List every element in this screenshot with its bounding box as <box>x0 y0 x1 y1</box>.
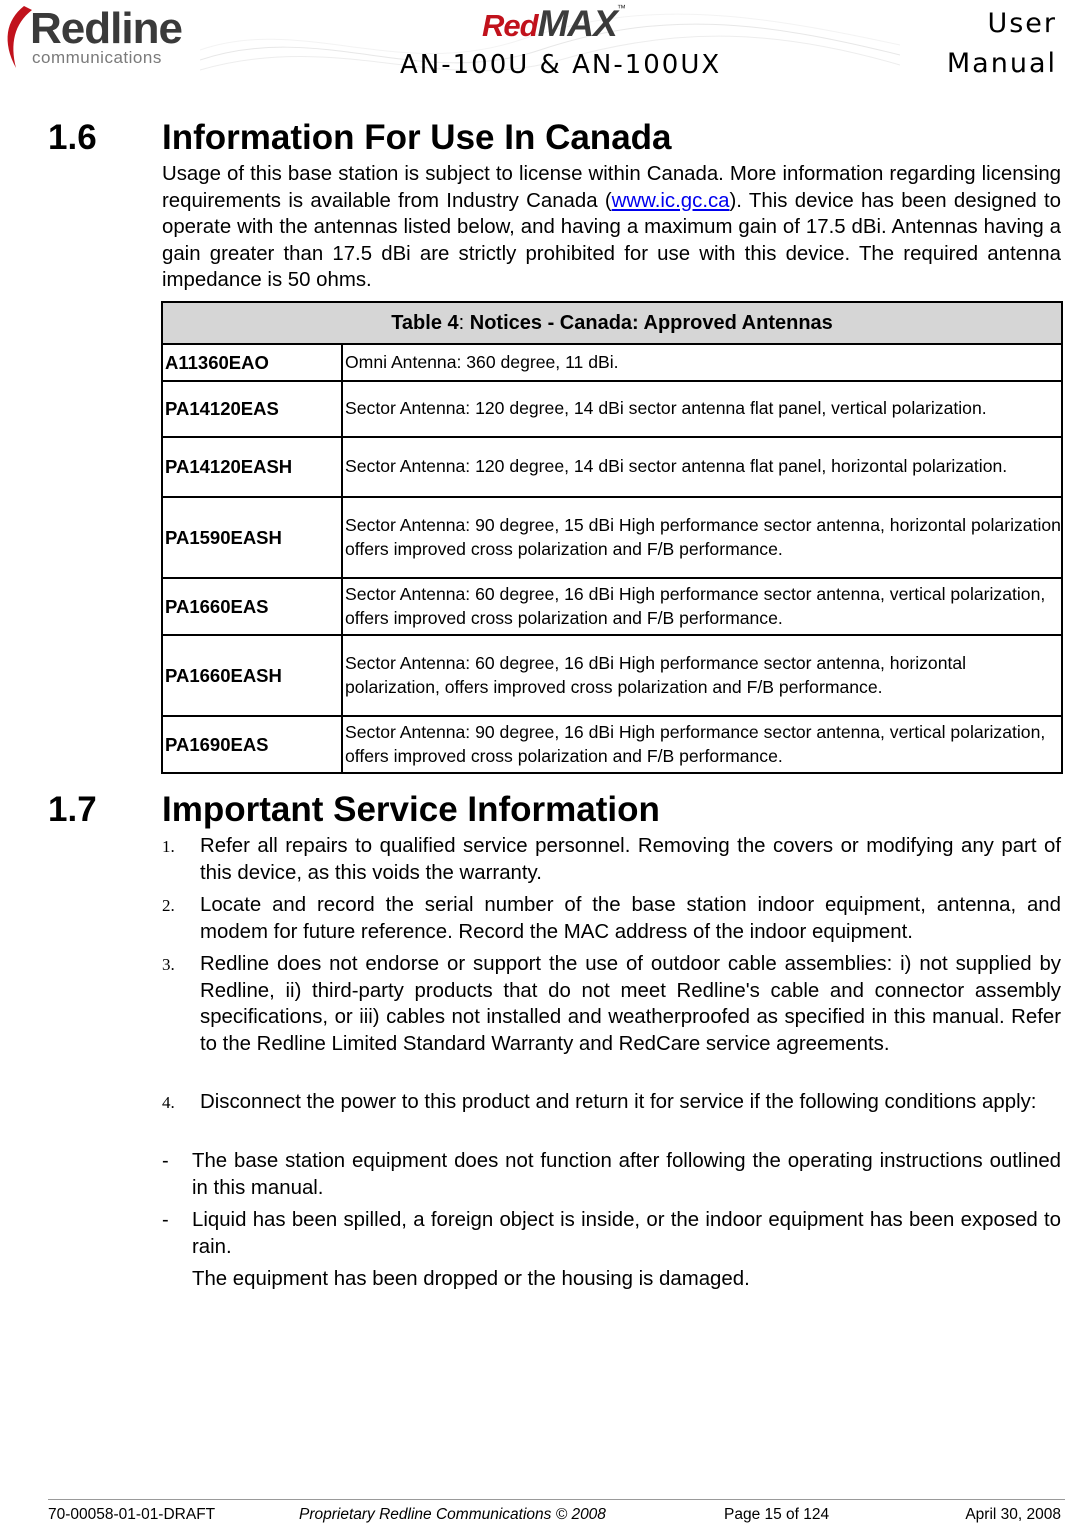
table-row <box>162 437 1062 497</box>
list-item <box>162 833 1061 886</box>
redmax-logo-red: Red <box>482 8 538 43</box>
list-marker: 3. <box>162 955 175 974</box>
condition-last-line: The equipment has been dropped or the housing is damaged. <box>192 1268 750 1290</box>
table-caption-number: Table 4 <box>391 311 459 334</box>
redmax-logo-max: MAX <box>537 3 617 44</box>
antenna-description: Sector Antenna: 60 degree, 16 dBi High performance sector antenna, vertical polarization, offers improved cross polarization and F/B performance. <box>342 578 1062 635</box>
section-title: Important Service Information <box>162 790 660 829</box>
list-marker: 4. <box>162 1093 175 1112</box>
list-item <box>162 892 1061 945</box>
antenna-code: PA1660EASH <box>162 635 342 716</box>
list-item-text: Disconnect the power to this product and return it for service if the following conditions apply: <box>200 1091 1037 1113</box>
section-number: 1.7 <box>48 790 97 829</box>
list-marker: 2. <box>162 896 175 915</box>
antenna-description: Sector Antenna: 120 degree, 14 dBi sector antenna flat panel, horizontal polarization. <box>342 437 1062 497</box>
manual-label-line1: User <box>987 8 1057 39</box>
antenna-description: Sector Antenna: 120 degree, 14 dBi sector antenna flat panel, vertical polarization. <box>342 381 1062 437</box>
paragraph-text: ). This device has been designed to operate with the antennas listed below, and having a maximum gain of 17.5 dBi. Antennas having a gain greater than 17.5 dBi are strictly prohibited for use with this device. The required antenna impedance is 50 ohms. <box>162 189 1061 291</box>
canada-paragraph <box>162 161 1061 294</box>
table-row <box>162 497 1062 578</box>
list-item-text: Redline does not endorse or support the use of outdoor cable assemblies: i) not supplied by Redline, ii) third-party products that do not meet Redline's cable and connector assembly specifications, or iii) cables not installed and weatherproofed as specified in this manual. Refer to the Redline Limited Standard Warranty and RedCare service agreements. <box>200 953 1061 1055</box>
antenna-code: PA1690EAS <box>162 716 342 773</box>
page-header <box>0 0 1065 100</box>
section-number: 1.6 <box>48 118 97 157</box>
antenna-code: PA14120EAS <box>162 381 342 437</box>
list-item-text: Locate and record the serial number of the base station indoor equipment, antenna, and modem for future reference. Record the MAC address of the indoor equipment. <box>200 894 1061 943</box>
condition-marker: - <box>162 1150 169 1172</box>
antenna-description: Sector Antenna: 60 degree, 16 dBi High performance sector antenna, horizontal polarization, offers improved cross polarization and F/B performance. <box>342 635 1062 716</box>
redmax-logo-tm: ™ <box>616 3 626 13</box>
antenna-description: Sector Antenna: 90 degree, 16 dBi High performance sector antenna, vertical polarization, offers improved cross polarization and F/B performance. <box>342 716 1062 773</box>
condition-item <box>162 1207 1061 1260</box>
footer-doc-id: 70-00058-01-01-DRAFT <box>48 1506 216 1523</box>
product-title: AN-100U & AN-100UX <box>400 50 722 80</box>
paragraph-text: Usage of this base station is subject to license within Canada. More information regarding licensing requirements is available from Industry Canada ( <box>162 163 1061 212</box>
footer-divider <box>48 1499 1065 1500</box>
section-title: Information For Use In Canada <box>162 118 672 157</box>
list-item-text: Refer all repairs to qualified service personnel. Removing the covers or modifying any part of this device, as this voids the warranty. <box>200 835 1061 884</box>
antenna-code: PA1660EAS <box>162 578 342 635</box>
table-row <box>162 344 1062 381</box>
section-1-7-heading <box>48 790 660 830</box>
list-item <box>162 1089 1061 1116</box>
table-row <box>162 578 1062 635</box>
table-caption <box>162 302 1062 344</box>
antenna-description: Omni Antenna: 360 degree, 11 dBi. <box>342 344 1062 381</box>
footer-date: April 30, 2008 <box>965 1506 1061 1523</box>
condition-item <box>162 1148 1061 1201</box>
manual-label <box>947 4 1057 84</box>
footer-proprietary: Proprietary Redline Communications © 2008 <box>299 1506 606 1523</box>
manual-label-line2: Manual <box>946 48 1057 79</box>
redmax-logo <box>482 3 687 43</box>
redline-logo-word: Redline <box>30 4 182 53</box>
antenna-code: PA14120EASH <box>162 437 342 497</box>
list-item <box>162 951 1061 1057</box>
condition-text: The base station equipment does not function after following the operating instructions outlined in this manual. <box>192 1150 1061 1199</box>
antenna-code: A11360EAO <box>162 344 342 381</box>
redline-logo-sub: communications <box>32 48 162 67</box>
list-marker: 1. <box>162 837 175 856</box>
condition-text: Liquid has been spilled, a foreign object is inside, or the indoor equipment has been exposed to rain. <box>192 1209 1061 1258</box>
antenna-description: Sector Antenna: 90 degree, 15 dBi High performance sector antenna, horizontal polarization offers improved cross polarization and F/B performance. <box>342 497 1062 578</box>
table-row <box>162 381 1062 437</box>
section-1-6-heading <box>48 118 672 158</box>
industry-canada-link[interactable]: www.ic.gc.ca <box>611 189 730 212</box>
table-caption-sep: : <box>458 311 470 334</box>
approved-antennas-table <box>161 301 1063 774</box>
table-row <box>162 635 1062 716</box>
table-caption-title: Notices - Canada: Approved Antennas <box>469 311 833 334</box>
table-row <box>162 716 1062 773</box>
redline-logo <box>2 2 207 72</box>
antenna-code: PA1590EASH <box>162 497 342 578</box>
footer-page-number: Page 15 of 124 <box>724 1506 830 1523</box>
condition-marker: - <box>162 1209 169 1231</box>
